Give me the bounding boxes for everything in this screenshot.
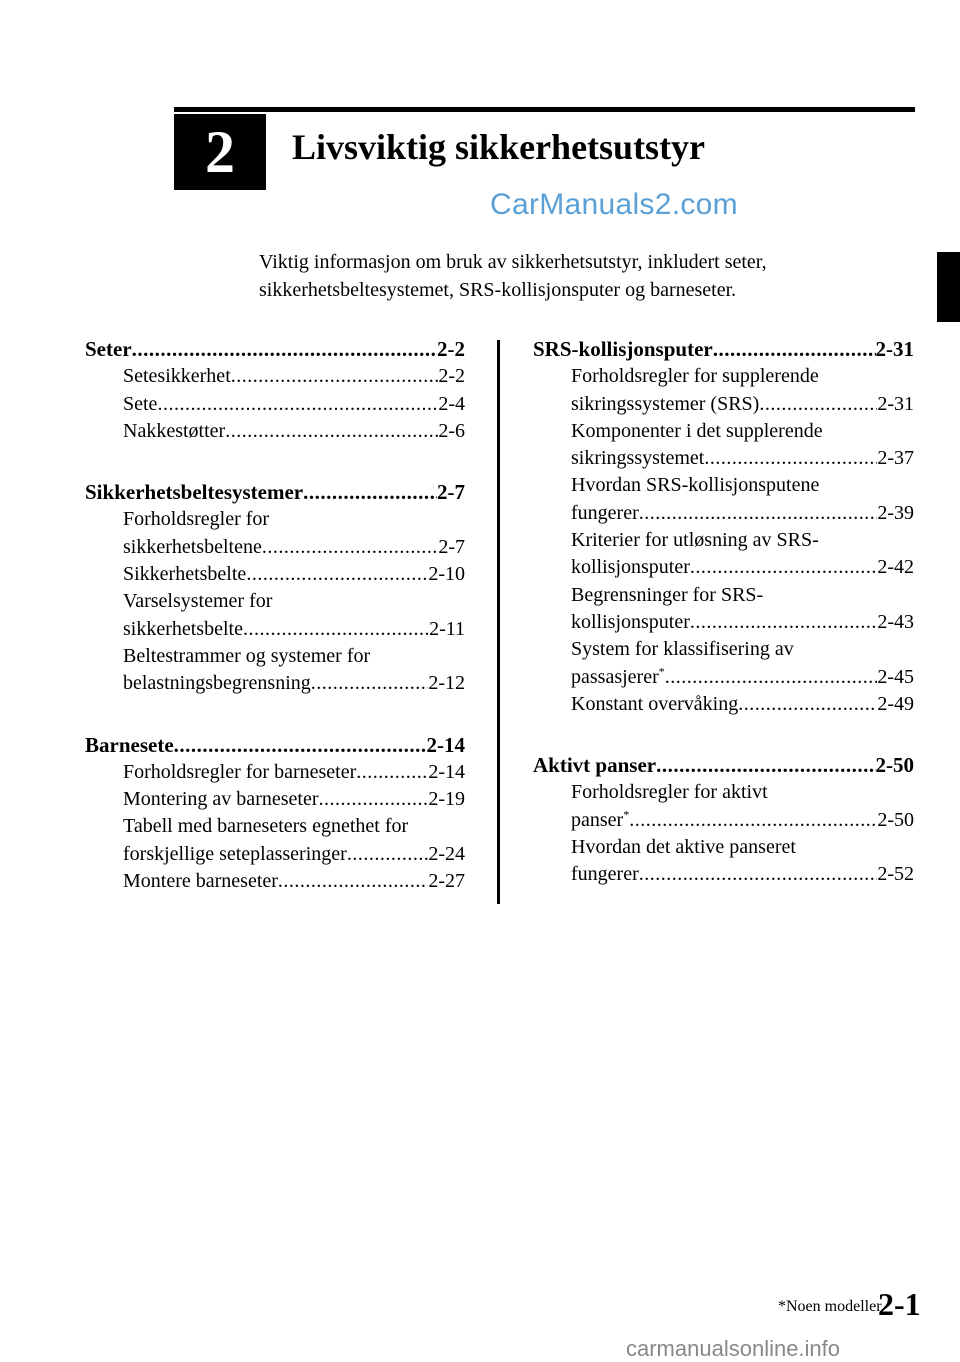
intro-line: Viktig informasjon om bruk av sikkerhetsutstyr, inkludert seter,: [259, 251, 767, 273]
toc-section-barnesete[interactable]: Barnesete ..... 2-14: [85, 732, 465, 759]
toc-item[interactable]: belastningsbegrensning ..... 2-12: [85, 670, 465, 697]
toc-item-line[interactable]: Komponenter i det supplerende: [571, 419, 823, 442]
toc-left-column: [85, 336, 465, 895]
toc-item[interactable]: sikkerhetsbeltene ..... 2-7: [85, 534, 465, 561]
toc-item-line[interactable]: System for klassifisering av: [571, 638, 794, 661]
toc-item[interactable]: Nakkestøtter ..... 2-6: [85, 418, 465, 445]
toc-item[interactable]: sikkerhetsbelte ..... 2-11: [85, 616, 465, 643]
toc-item[interactable]: Setesikkerhet ..... 2-2: [85, 363, 465, 390]
toc-item-line[interactable]: Kriterier for utløsning av SRS-: [571, 529, 819, 552]
toc-section-seter[interactable]: Seter ..... 2-2: [85, 336, 465, 363]
toc-item-line[interactable]: Varselsystemer for: [123, 590, 273, 613]
toc-section-sikkerhetsbelter[interactable]: Sikkerhetsbeltesystemer ..... 2-7: [85, 479, 465, 506]
toc-item[interactable]: panser* ..... 2-50: [533, 807, 914, 834]
toc-item[interactable]: kollisjonsputer ..... 2-43: [533, 609, 914, 636]
watermark-logo: CarManuals2.com: [490, 188, 738, 221]
intro-line: sikkerhetsbeltesystemet, SRS-kollisjonsputer og barneseter.: [259, 279, 737, 301]
toc-right-column: [533, 336, 914, 889]
toc-item[interactable]: Montere barneseter ..... 2-27: [85, 868, 465, 895]
chapter-intro: [259, 248, 899, 304]
toc-item-line[interactable]: Hvordan SRS-kollisjonsputene: [571, 474, 820, 497]
toc-item[interactable]: sikringssystemer (SRS) ..... 2-31: [533, 391, 914, 418]
toc-item[interactable]: kollisjonsputer ..... 2-42: [533, 554, 914, 581]
toc-item-line[interactable]: Tabell med barneseters egnethet for: [123, 815, 409, 838]
toc-item[interactable]: Sikkerhetsbelte ..... 2-10: [85, 561, 465, 588]
footnote: *Noen modeller.: [778, 1298, 885, 1315]
toc-item[interactable]: Sete ..... 2-4: [85, 391, 465, 418]
page-number: 2-1: [878, 1286, 921, 1322]
toc-item-line[interactable]: Forholdsregler for: [123, 508, 270, 531]
toc-item-line[interactable]: Forholdsregler for supplerende: [571, 365, 819, 388]
chapter-title: Livsviktig sikkerhetsutstyr: [292, 127, 706, 167]
toc-section-aktivt-panser[interactable]: Aktivt panser ..... 2-50: [533, 752, 914, 779]
chapter-header-rule: [174, 107, 915, 112]
footnote-marker: *: [658, 663, 665, 678]
toc-item[interactable]: Forholdsregler for barneseter ..... 2-14: [85, 759, 465, 786]
toc-item-line[interactable]: Beltestrammer og systemer for: [123, 644, 371, 667]
toc-item[interactable]: Konstant overvåking ..... 2-49: [533, 691, 914, 718]
footnote-marker: *: [623, 807, 630, 822]
toc-item[interactable]: fungerer ..... 2-39: [533, 500, 914, 527]
source-watermark: carmanualsonline.info: [626, 1336, 841, 1361]
column-divider: [497, 340, 500, 904]
toc-item[interactable]: fungerer ..... 2-52: [533, 861, 914, 888]
toc-item[interactable]: Montering av barneseter ..... 2-19: [85, 786, 465, 813]
toc-item-line[interactable]: Forholdsregler for aktivt: [571, 781, 768, 804]
chapter-number-badge: 2: [174, 114, 266, 190]
toc-item-line[interactable]: Begrensninger for SRS-: [571, 583, 764, 606]
toc-section-srs[interactable]: SRS-kollisjonsputer ..... 2-31: [533, 336, 914, 363]
toc-item[interactable]: passasjerer* ..... 2-45: [533, 664, 914, 691]
chapter-side-tab: [937, 252, 960, 322]
toc-item[interactable]: sikringssystemet ..... 2-37: [533, 445, 914, 472]
toc-item[interactable]: forskjellige seteplasseringer ..... 2-24: [85, 841, 465, 868]
toc-item-line[interactable]: Hvordan det aktive panseret: [571, 836, 796, 859]
